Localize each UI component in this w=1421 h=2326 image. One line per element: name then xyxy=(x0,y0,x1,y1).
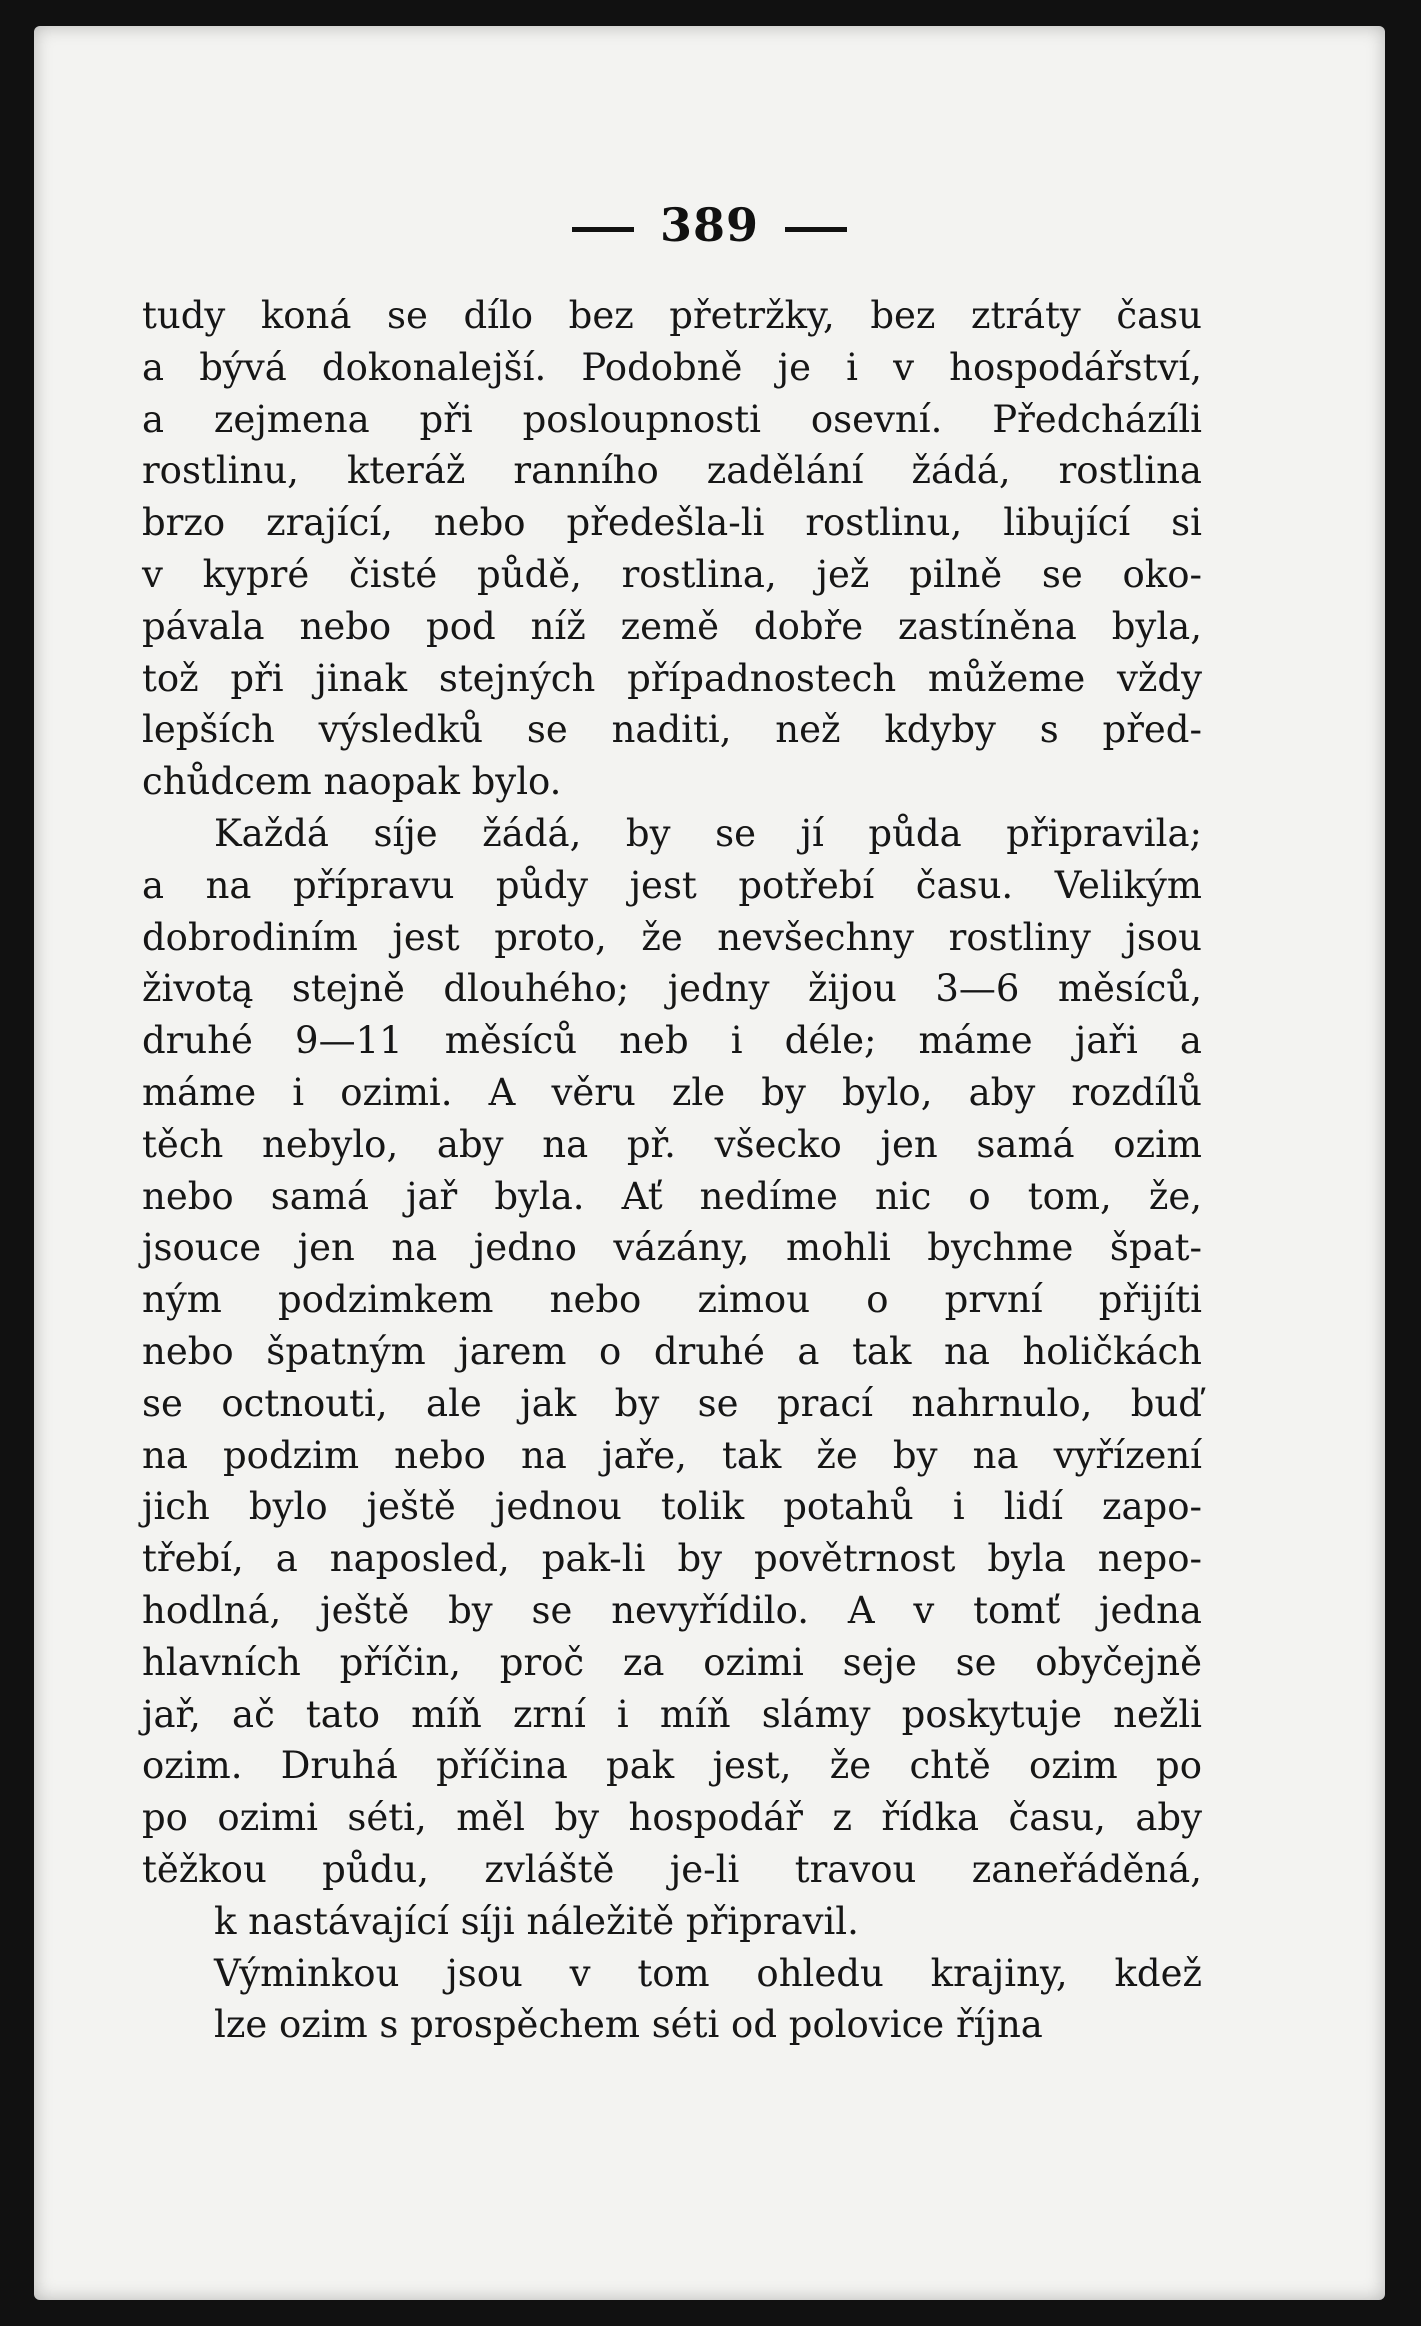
page-header xyxy=(34,198,1385,252)
page-number: 389 xyxy=(659,198,760,252)
text-line: Výminkou jsou v tom ohledu krajiny, kdež xyxy=(214,1951,1202,1995)
text-line: máme i ozimi. A věru zle by bylo, aby rozdílů xyxy=(142,1070,1202,1114)
book-page xyxy=(34,26,1385,2300)
text-line: třebí, a naposled, pak-li by povětrnost byla nepo- xyxy=(142,1537,1202,1581)
text-line: k nastávající síji náležitě připravil. xyxy=(214,1899,859,1943)
header-dash-right xyxy=(785,227,847,232)
text-line: jich bylo ještě jednou tolik potahů i lidí zapo- xyxy=(142,1485,1202,1529)
text-line: těch nebylo, aby na př. všecko jen samá ozim xyxy=(142,1122,1202,1166)
paragraph xyxy=(142,808,1202,1948)
text-line: na podzim nebo na jaře, tak že by na vyřízení xyxy=(142,1433,1202,1477)
text-line: nebo samá jař byla. Ať nedíme nic o tom, že, xyxy=(142,1174,1202,1218)
text-line: chůdcem naopak bylo. xyxy=(142,760,562,804)
text-line: hodlná, ještě by se nevyřídilo. A v tomť jedna xyxy=(142,1588,1202,1632)
body-text xyxy=(142,290,1202,2051)
text-line: rostlinu, kteráž ranního zadělání žádá, rostlina xyxy=(142,449,1202,493)
text-line: po ozimi séti, měl by hospodář z řídka času, aby xyxy=(142,1796,1202,1840)
text-line: v kypré čisté půdě, rostlina, jež pilně se oko- xyxy=(142,552,1202,596)
text-line: lze ozim s prospěchem séti od polovice října xyxy=(214,2003,1043,2047)
text-line: tudy koná se dílo bez přetržky, bez ztráty času xyxy=(142,294,1202,337)
text-line: pávala nebo pod níž země dobře zastíněna byla, xyxy=(142,604,1202,648)
paragraph xyxy=(142,1948,1202,2052)
text-line: brzo zrající, nebo předešla-li rostlinu, libující si xyxy=(142,501,1202,545)
text-line: se octnouti, ale jak by se prací nahrnulo, buď xyxy=(142,1381,1202,1425)
text-line: dobrodiním jest proto, že nevšechny rostliny jsou xyxy=(142,915,1202,959)
text-line: ným podzimkem nebo zimou o první přijíti xyxy=(142,1278,1202,1322)
text-line: životą stejně dlouhého; jedny žijou 3—6 měsíců, xyxy=(142,967,1202,1011)
text-line: nebo špatným jarem o druhé a tak na holičkách xyxy=(142,1329,1202,1373)
text-line: hlavních příčin, proč za ozimi seje se obyčejně xyxy=(142,1640,1202,1684)
paragraph xyxy=(142,290,1202,808)
text-line: těžkou půdu, zvláště je-li travou zaneřáděná, xyxy=(142,1847,1202,1891)
text-line: a bývá dokonalejší. Podobně je i v hospodářství, xyxy=(142,345,1202,389)
text-line: lepších výsledků se naditi, než kdyby s před- xyxy=(142,708,1202,752)
text-line: a zejmena při posloupnosti osevní. Předcházíli xyxy=(142,397,1202,441)
header-dash-left xyxy=(572,227,634,232)
text-line: a na přípravu půdy jest potřebí času. Velikým xyxy=(142,863,1202,907)
text-line: Každá síje žádá, by se jí půda připravila; xyxy=(214,811,1202,855)
text-line: druhé 9—11 měsíců neb i déle; máme jaři a xyxy=(142,1019,1202,1063)
text-line: jsouce jen na jedno vázány, mohli bychme špat- xyxy=(142,1226,1202,1270)
text-line: ozim. Druhá příčina pak jest, že chtě ozim po xyxy=(142,1744,1202,1788)
text-line: tož při jinak stejných případnostech můžeme vždy xyxy=(142,656,1202,700)
text-line: jař, ač tato míň zrní i míň slámy poskytuje nežli xyxy=(142,1692,1202,1736)
